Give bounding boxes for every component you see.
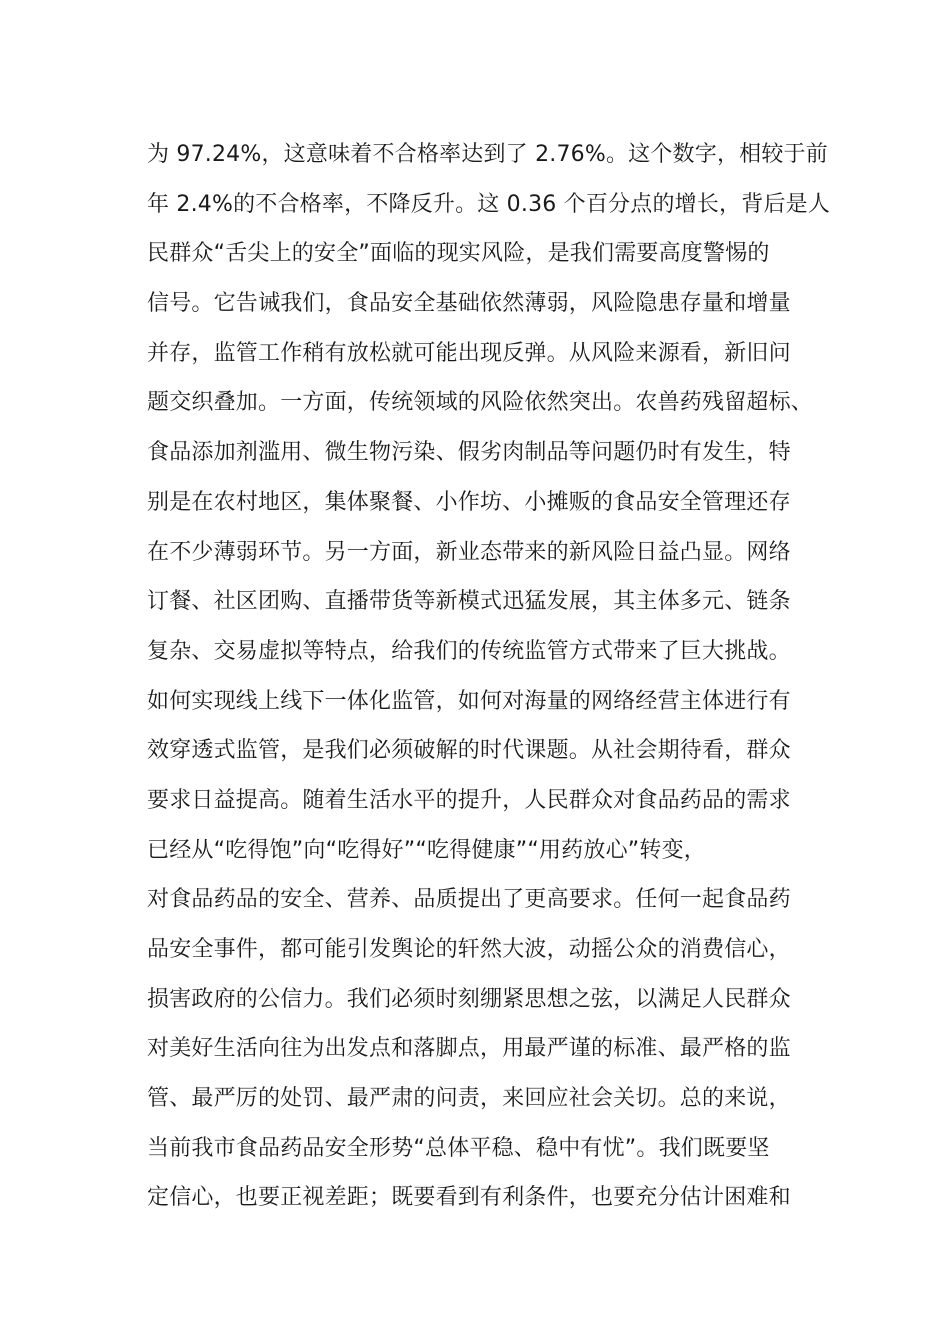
text-line: 效穿透式监管，是我们必须破解的时代课题。从社会期待看，群众 [147,738,791,764]
text-line: 并存，监管工作稍有放松就可能出现反弹。从风险来源看，新旧问 [147,340,791,366]
text-line: 要求日益提高。随着生活水平的提升，人民群众对食品药品的需求 [147,787,791,813]
text-line: 定信心，也要正视差距；既要看到有利条件，也要充分估计困难和 [147,1185,791,1211]
text-line: 信号。它告诫我们，食品安全基础依然薄弱，风险隐患存量和增量 [147,291,791,317]
text-line: 别是在农村地区，集体聚餐、小作坊、小摊贩的食品安全管理还存 [147,489,791,515]
text-line: 年 2.4%的不合格率，不降反升。这 0.36 个百分点的增长，背后是人 [147,191,831,217]
text-line: 品安全事件，都可能引发舆论的轩然大波，动摇公众的消费信心， [147,937,791,962]
body-text [147,130,831,1223]
text-line: 对美好生活向往为出发点和落脚点，用最严谨的标准、最严格的监 [147,1036,791,1062]
text-line: 复杂、交易虚拟等特点，给我们的传统监管方式带来了巨大挑战。 [147,638,791,664]
text-line: 对食品药品的安全、营养、品质提出了更高要求。任何一起食品药 [147,887,791,913]
text-line: 管、最严厉的处罚、最严肃的问责，来回应社会关切。总的来说， [147,1086,791,1112]
text-line: 为 97.24%，这意味着不合格率达到了 2.76%。这个数字，相较于前 [147,142,828,167]
text-line: 如何实现线上线下一体化监管，如何对海量的网络经营主体进行有 [147,688,791,714]
text-line: 题交织叠加。一方面，传统领域的风险依然突出。农兽药残留超标、 [147,390,814,416]
text-line: 在不少薄弱环节。另一方面，新业态带来的新风险日益凸显。网络 [147,539,791,565]
text-line: 已经从“吃得饱”向“吃得好”“吃得健康”“用药放心”转变， [147,837,706,863]
text-line: 民群众“舌尖上的安全”面临的现实风险，是我们需要高度警惕的 [147,241,770,267]
text-line: 损害政府的公信力。我们必须时刻绷紧思想之弦，以满足人民群众 [147,986,791,1012]
text-line: 当前我市食品药品安全形势“总体平稳、稳中有忧”。我们既要坚 [147,1135,770,1161]
text-line: 订餐、社区团购、直播带货等新模式迅猛发展，其主体多元、链条 [147,589,791,615]
text-line: 食品添加剂滥用、微生物污染、假劣肉制品等问题仍时有发生，特 [147,440,791,466]
